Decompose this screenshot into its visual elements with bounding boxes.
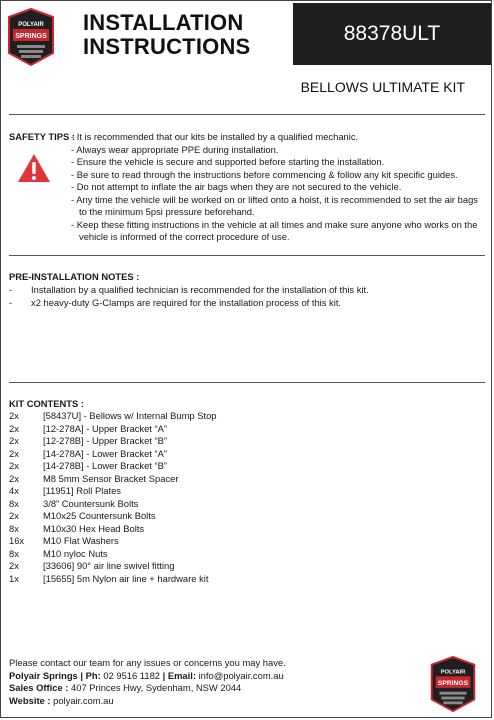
item-quantity: 16x [9, 535, 25, 546]
item-quantity: 8x [9, 497, 19, 509]
list-item [9, 523, 217, 536]
email-link[interactable]: info@polyair.com.au [198, 669, 284, 681]
item-quantity: 2x [9, 560, 19, 571]
item-description: [12-278A] - Upper Bracket “A” [43, 422, 168, 434]
item-description: [58437U] - Bellows w/ Internal Bump Stop [43, 410, 217, 421]
list-item [9, 297, 369, 310]
item-quantity: 8x [9, 547, 19, 559]
item-quantity: 2x [9, 510, 19, 521]
item-description: [15655] 5m Nylon air line + hardware kit [43, 572, 209, 584]
item-quantity: 2x [9, 460, 19, 471]
item-quantity: 2x [9, 422, 19, 434]
list-item-text: Installation by a qualified technician is recommended for the installation of this kit. [31, 284, 369, 295]
divider [9, 255, 485, 256]
safety-tips-list [71, 131, 487, 244]
office-address: 407 Princes Hwy, Sydenham, NSW 2044 [71, 682, 242, 693]
contact-intro: Please contact our team for any issues or concerns you may have. [9, 657, 286, 668]
item-quantity: 2x [9, 410, 19, 421]
contact-website [9, 695, 286, 708]
list-item [9, 498, 217, 511]
item-description: [14-278B] - Lower Bracket “B” [43, 460, 168, 471]
item-description: M8 5mm Sensor Bracket Spacer [43, 472, 179, 484]
list-item [9, 284, 369, 297]
list-item: - Always wear appropriate PPE during installation. [71, 143, 279, 155]
kit-contents-title: KIT CONTENTS : [9, 398, 84, 409]
item-description: M10 Flat Washers [43, 535, 119, 546]
list-item [9, 460, 217, 473]
title-line-2: INSTRUCTIONS [83, 34, 251, 59]
office-label: Sales Office : [9, 682, 69, 693]
list-item [9, 473, 217, 486]
contact-phone-email: Polyair Springs | Ph: 02 9516 1182 | Email: info@polyair.com.au [9, 669, 284, 681]
logo-text-polyair: POLYAIR [18, 22, 44, 28]
item-description: M10x25 Countersunk Bolts [43, 510, 156, 521]
item-description: M10 nyloc Nuts [43, 547, 108, 559]
warning-triangle-icon [17, 153, 51, 188]
list-item [9, 510, 217, 523]
divider [9, 382, 485, 383]
polyair-logo [7, 7, 55, 67]
list-item: - Be sure to read through the instructions before commencing & follow any kit specific guides. [71, 168, 458, 180]
item-quantity: 2x [9, 447, 19, 459]
list-item: - Do not attempt to inflate the air bags when they are not secured to the vehicle. [71, 181, 402, 192]
list-item: - Keep these fitting instructions in the vehicle at all times and make sure anyone who works on the vehicle is informed of the correct procedure of use. [71, 218, 478, 242]
divider [9, 114, 485, 115]
contact-office [9, 682, 286, 695]
item-description: 3/8” Countersunk Bolts [43, 497, 139, 509]
logo-text-polyair: POLYAIR [440, 669, 466, 676]
item-description: M10x30 Hex Head Bolts [43, 522, 145, 534]
polyair-logo-footer [429, 655, 477, 713]
list-item: - Any time the vehicle will be worked on or lifted onto a hoist, it is recommended to set the air bags to the minimum 5psi pressure beforehand. [71, 193, 478, 217]
safety-tips-label: SAFETY TIPS : [9, 131, 75, 142]
phone-number: 02 9516 1182 [103, 669, 160, 681]
product-code: 88378ULT [293, 3, 491, 65]
page-title [83, 11, 250, 59]
item-quantity: 2x [9, 435, 19, 446]
list-item [9, 560, 217, 573]
email-label: Email: [167, 669, 196, 681]
kit-name: BELLOWS ULTIMATE KIT [300, 79, 465, 95]
list-item: - Ensure the vehicle is secure and supported before starting the installation. [71, 156, 385, 167]
list-bullet: - [9, 296, 13, 308]
company-name: Polyair Springs [9, 669, 78, 681]
pre-installation-title: PRE-INSTALLATION NOTES : [9, 271, 140, 282]
list-bullet: - [9, 284, 13, 295]
list-item [9, 485, 217, 498]
contact-block [9, 657, 286, 707]
item-description: [14-278A] - Lower Bracket “A” [43, 447, 168, 459]
item-description: [33606] 90° air line swivel fitting [43, 560, 175, 571]
list-item: - It is recommended that our kits be installed by a qualified mechanic. [71, 131, 359, 142]
list-item [9, 548, 217, 561]
list-item [9, 435, 217, 448]
list-item [9, 573, 217, 586]
phone-label: Ph: [85, 669, 101, 681]
logo-text-springs: SPRINGS [15, 33, 47, 40]
list-item-text: x2 heavy-duty G-Clamps are required for the installation process of this kit. [31, 296, 342, 308]
item-quantity: 1x [9, 572, 19, 584]
kit-contents-list [9, 410, 217, 585]
logo-text-springs: SPRINGS [437, 679, 469, 687]
title-line-1: INSTALLATION [83, 10, 244, 35]
item-quantity: 8x [9, 522, 19, 534]
list-item [9, 535, 217, 548]
list-item [9, 410, 217, 423]
item-quantity: 2x [9, 472, 19, 484]
item-description: [11951] Roll Plates [43, 485, 121, 496]
list-item [9, 448, 217, 461]
item-description: [12-278B] - Upper Bracket “B” [43, 435, 168, 446]
website-link[interactable]: polyair.com.au [53, 694, 114, 706]
list-item [9, 423, 217, 436]
pre-installation-list [9, 284, 369, 309]
website-label: Website : [9, 694, 51, 706]
item-quantity: 4x [9, 485, 19, 496]
